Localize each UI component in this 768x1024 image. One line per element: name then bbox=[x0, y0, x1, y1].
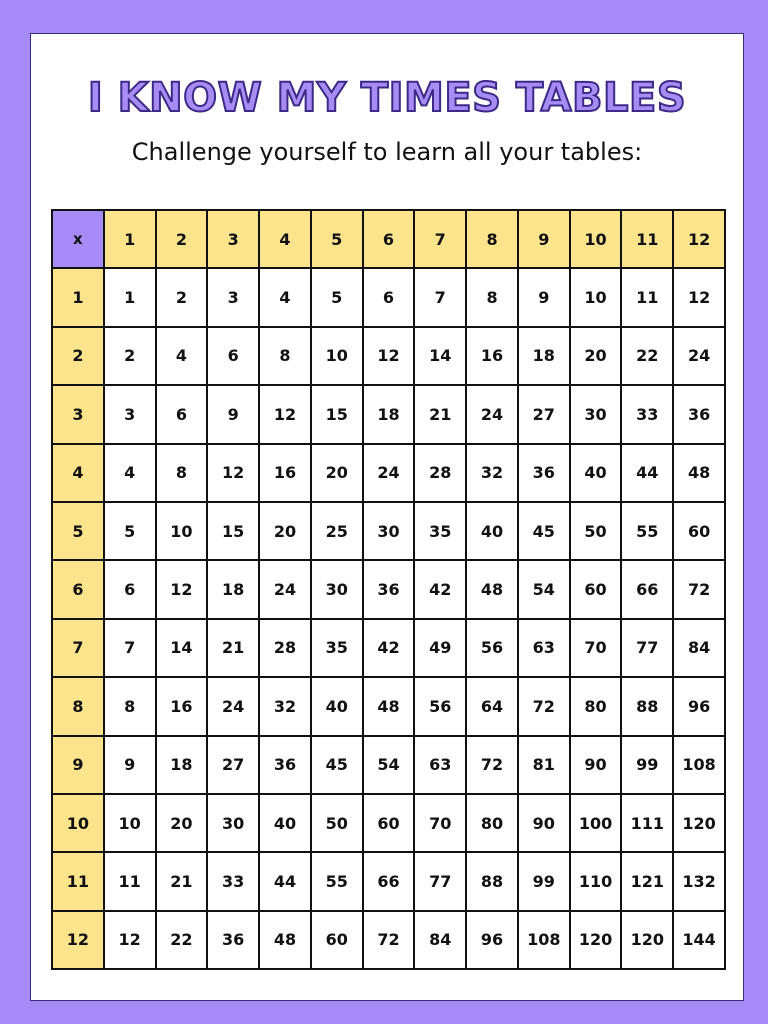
product-cell: 111 bbox=[621, 794, 673, 852]
column-header: 8 bbox=[466, 210, 518, 268]
product-cell: 12 bbox=[673, 268, 725, 326]
product-cell: 55 bbox=[621, 502, 673, 560]
product-cell: 24 bbox=[259, 560, 311, 618]
product-cell: 4 bbox=[104, 444, 156, 502]
product-cell: 8 bbox=[156, 444, 208, 502]
times-table-grid bbox=[51, 209, 726, 970]
product-cell: 40 bbox=[466, 502, 518, 560]
product-cell: 63 bbox=[414, 736, 466, 794]
product-cell: 15 bbox=[311, 385, 363, 443]
product-cell: 14 bbox=[156, 619, 208, 677]
product-cell: 80 bbox=[466, 794, 518, 852]
column-header: 9 bbox=[518, 210, 570, 268]
product-cell: 121 bbox=[621, 852, 673, 910]
product-cell: 49 bbox=[414, 619, 466, 677]
product-cell: 18 bbox=[518, 327, 570, 385]
product-cell: 44 bbox=[259, 852, 311, 910]
product-cell: 72 bbox=[363, 911, 415, 969]
column-header: 7 bbox=[414, 210, 466, 268]
product-cell: 99 bbox=[518, 852, 570, 910]
product-cell: 42 bbox=[363, 619, 415, 677]
product-cell: 80 bbox=[570, 677, 622, 735]
product-cell: 3 bbox=[207, 268, 259, 326]
page-subtitle: Challenge yourself to learn all your tables: bbox=[131, 138, 643, 166]
page-title: I KNOW MY TIMES TABLES bbox=[87, 75, 687, 121]
product-cell: 50 bbox=[570, 502, 622, 560]
product-cell: 88 bbox=[621, 677, 673, 735]
product-cell: 144 bbox=[673, 911, 725, 969]
product-cell: 12 bbox=[156, 560, 208, 618]
product-cell: 10 bbox=[570, 268, 622, 326]
product-cell: 10 bbox=[156, 502, 208, 560]
product-cell: 36 bbox=[673, 385, 725, 443]
product-cell: 120 bbox=[570, 911, 622, 969]
product-cell: 63 bbox=[518, 619, 570, 677]
product-cell: 8 bbox=[259, 327, 311, 385]
product-cell: 30 bbox=[363, 502, 415, 560]
product-cell: 50 bbox=[311, 794, 363, 852]
product-cell: 120 bbox=[673, 794, 725, 852]
product-cell: 84 bbox=[673, 619, 725, 677]
table-row bbox=[52, 794, 725, 852]
product-cell: 12 bbox=[363, 327, 415, 385]
product-cell: 5 bbox=[104, 502, 156, 560]
product-cell: 45 bbox=[311, 736, 363, 794]
product-cell: 1 bbox=[104, 268, 156, 326]
product-cell: 20 bbox=[570, 327, 622, 385]
column-header: 6 bbox=[363, 210, 415, 268]
product-cell: 18 bbox=[207, 560, 259, 618]
product-cell: 20 bbox=[259, 502, 311, 560]
product-cell: 77 bbox=[621, 619, 673, 677]
product-cell: 21 bbox=[156, 852, 208, 910]
product-cell: 24 bbox=[673, 327, 725, 385]
product-cell: 24 bbox=[363, 444, 415, 502]
table-row bbox=[52, 385, 725, 443]
table-row bbox=[52, 736, 725, 794]
product-cell: 44 bbox=[621, 444, 673, 502]
product-cell: 18 bbox=[156, 736, 208, 794]
column-header: 4 bbox=[259, 210, 311, 268]
product-cell: 110 bbox=[570, 852, 622, 910]
product-cell: 40 bbox=[311, 677, 363, 735]
product-cell: 90 bbox=[570, 736, 622, 794]
table-row bbox=[52, 560, 725, 618]
product-cell: 28 bbox=[414, 444, 466, 502]
product-cell: 32 bbox=[259, 677, 311, 735]
product-cell: 12 bbox=[259, 385, 311, 443]
table-row bbox=[52, 619, 725, 677]
product-cell: 12 bbox=[207, 444, 259, 502]
product-cell: 16 bbox=[259, 444, 311, 502]
row-header: 2 bbox=[52, 327, 104, 385]
product-cell: 3 bbox=[104, 385, 156, 443]
product-cell: 12 bbox=[104, 911, 156, 969]
column-header: 11 bbox=[621, 210, 673, 268]
row-header: 9 bbox=[52, 736, 104, 794]
row-header: 5 bbox=[52, 502, 104, 560]
product-cell: 16 bbox=[156, 677, 208, 735]
row-header: 7 bbox=[52, 619, 104, 677]
table-row bbox=[52, 911, 725, 969]
product-cell: 84 bbox=[414, 911, 466, 969]
product-cell: 60 bbox=[363, 794, 415, 852]
product-cell: 56 bbox=[414, 677, 466, 735]
table-row bbox=[52, 268, 725, 326]
product-cell: 30 bbox=[570, 385, 622, 443]
product-cell: 27 bbox=[207, 736, 259, 794]
product-cell: 7 bbox=[414, 268, 466, 326]
column-header: 3 bbox=[207, 210, 259, 268]
product-cell: 27 bbox=[518, 385, 570, 443]
product-cell: 35 bbox=[311, 619, 363, 677]
product-cell: 70 bbox=[414, 794, 466, 852]
product-cell: 11 bbox=[104, 852, 156, 910]
product-cell: 100 bbox=[570, 794, 622, 852]
product-cell: 88 bbox=[466, 852, 518, 910]
product-cell: 21 bbox=[207, 619, 259, 677]
row-header: 1 bbox=[52, 268, 104, 326]
product-cell: 4 bbox=[259, 268, 311, 326]
product-cell: 8 bbox=[466, 268, 518, 326]
product-cell: 2 bbox=[104, 327, 156, 385]
product-cell: 22 bbox=[156, 911, 208, 969]
product-cell: 16 bbox=[466, 327, 518, 385]
table-row bbox=[52, 444, 725, 502]
product-cell: 9 bbox=[104, 736, 156, 794]
product-cell: 81 bbox=[518, 736, 570, 794]
product-cell: 66 bbox=[621, 560, 673, 618]
product-cell: 6 bbox=[156, 385, 208, 443]
header-row bbox=[52, 210, 725, 268]
row-header: 12 bbox=[52, 911, 104, 969]
product-cell: 10 bbox=[104, 794, 156, 852]
row-header: 8 bbox=[52, 677, 104, 735]
column-header: 10 bbox=[570, 210, 622, 268]
product-cell: 99 bbox=[621, 736, 673, 794]
product-cell: 60 bbox=[673, 502, 725, 560]
product-cell: 6 bbox=[363, 268, 415, 326]
product-cell: 9 bbox=[207, 385, 259, 443]
product-cell: 64 bbox=[466, 677, 518, 735]
product-cell: 42 bbox=[414, 560, 466, 618]
product-cell: 11 bbox=[621, 268, 673, 326]
column-header: 12 bbox=[673, 210, 725, 268]
product-cell: 72 bbox=[673, 560, 725, 618]
product-cell: 36 bbox=[518, 444, 570, 502]
product-cell: 6 bbox=[207, 327, 259, 385]
product-cell: 55 bbox=[311, 852, 363, 910]
product-cell: 48 bbox=[363, 677, 415, 735]
product-cell: 24 bbox=[466, 385, 518, 443]
product-cell: 25 bbox=[311, 502, 363, 560]
product-cell: 60 bbox=[570, 560, 622, 618]
product-cell: 56 bbox=[466, 619, 518, 677]
product-cell: 66 bbox=[363, 852, 415, 910]
column-header: 1 bbox=[104, 210, 156, 268]
product-cell: 18 bbox=[363, 385, 415, 443]
row-header: 6 bbox=[52, 560, 104, 618]
row-header: 4 bbox=[52, 444, 104, 502]
product-cell: 33 bbox=[207, 852, 259, 910]
product-cell: 96 bbox=[466, 911, 518, 969]
product-cell: 24 bbox=[207, 677, 259, 735]
product-cell: 9 bbox=[518, 268, 570, 326]
corner-cell: x bbox=[52, 210, 104, 268]
product-cell: 30 bbox=[207, 794, 259, 852]
product-cell: 36 bbox=[207, 911, 259, 969]
column-header: 2 bbox=[156, 210, 208, 268]
product-cell: 72 bbox=[466, 736, 518, 794]
product-cell: 54 bbox=[518, 560, 570, 618]
product-cell: 36 bbox=[259, 736, 311, 794]
product-cell: 30 bbox=[311, 560, 363, 618]
product-cell: 48 bbox=[673, 444, 725, 502]
product-cell: 45 bbox=[518, 502, 570, 560]
product-cell: 33 bbox=[621, 385, 673, 443]
product-cell: 20 bbox=[311, 444, 363, 502]
product-cell: 14 bbox=[414, 327, 466, 385]
product-cell: 77 bbox=[414, 852, 466, 910]
product-cell: 4 bbox=[156, 327, 208, 385]
product-cell: 5 bbox=[311, 268, 363, 326]
product-cell: 22 bbox=[621, 327, 673, 385]
product-cell: 6 bbox=[104, 560, 156, 618]
product-cell: 32 bbox=[466, 444, 518, 502]
product-cell: 2 bbox=[156, 268, 208, 326]
product-cell: 48 bbox=[259, 911, 311, 969]
product-cell: 54 bbox=[363, 736, 415, 794]
product-cell: 108 bbox=[518, 911, 570, 969]
product-cell: 108 bbox=[673, 736, 725, 794]
product-cell: 40 bbox=[570, 444, 622, 502]
product-cell: 7 bbox=[104, 619, 156, 677]
table-row bbox=[52, 502, 725, 560]
table-row bbox=[52, 677, 725, 735]
product-cell: 70 bbox=[570, 619, 622, 677]
product-cell: 48 bbox=[466, 560, 518, 618]
product-cell: 40 bbox=[259, 794, 311, 852]
product-cell: 28 bbox=[259, 619, 311, 677]
table-row bbox=[52, 852, 725, 910]
row-header: 11 bbox=[52, 852, 104, 910]
row-header: 10 bbox=[52, 794, 104, 852]
product-cell: 96 bbox=[673, 677, 725, 735]
product-cell: 20 bbox=[156, 794, 208, 852]
product-cell: 90 bbox=[518, 794, 570, 852]
product-cell: 132 bbox=[673, 852, 725, 910]
product-cell: 120 bbox=[621, 911, 673, 969]
product-cell: 72 bbox=[518, 677, 570, 735]
product-cell: 35 bbox=[414, 502, 466, 560]
table-row bbox=[52, 327, 725, 385]
product-cell: 21 bbox=[414, 385, 466, 443]
product-cell: 8 bbox=[104, 677, 156, 735]
product-cell: 15 bbox=[207, 502, 259, 560]
product-cell: 36 bbox=[363, 560, 415, 618]
product-cell: 10 bbox=[311, 327, 363, 385]
product-cell: 60 bbox=[311, 911, 363, 969]
row-header: 3 bbox=[52, 385, 104, 443]
column-header: 5 bbox=[311, 210, 363, 268]
worksheet-page bbox=[30, 33, 744, 1001]
